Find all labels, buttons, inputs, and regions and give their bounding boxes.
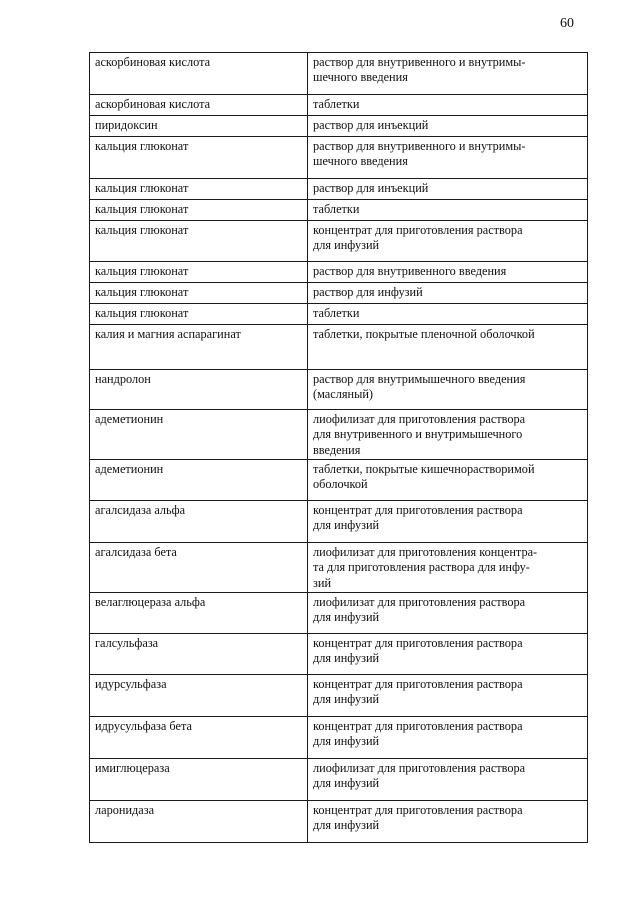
table-row — [90, 200, 588, 221]
drug-name-cell: идурсульфаза — [90, 675, 308, 717]
drug-name-cell: агалсидаза альфа — [90, 501, 308, 543]
drug-table — [89, 52, 588, 843]
dosage-form-cell: лиофилизат для приготовления раствора для инфузий — [308, 759, 588, 801]
dosage-form-cell: раствор для инъекций — [308, 116, 588, 137]
table-row — [90, 543, 588, 593]
table-row — [90, 137, 588, 179]
dosage-form-cell: концентрат для приготовления раствора для инфузий — [308, 221, 588, 262]
dosage-form-cell: лиофилизат для приготовления концентра- та для приготовления раствора для инфу- зий — [308, 543, 588, 593]
table-row — [90, 304, 588, 325]
drug-name-cell: агалсидаза бета — [90, 543, 308, 593]
drug-name-cell: кальция глюконат — [90, 179, 308, 200]
drug-name-cell: адеметионин — [90, 460, 308, 501]
drug-name-cell: кальция глюконат — [90, 200, 308, 221]
dosage-form-cell: лиофилизат для приготовления раствора для внутривенного и внутримышечного введения — [308, 410, 588, 460]
drug-name-cell: пиридоксин — [90, 116, 308, 137]
drug-name-cell: кальция глюконат — [90, 262, 308, 283]
drug-name-cell: кальция глюконат — [90, 283, 308, 304]
drug-name-cell: кальция глюконат — [90, 137, 308, 179]
table-row — [90, 460, 588, 501]
table-row — [90, 501, 588, 543]
drug-name-cell: имиглюцераза — [90, 759, 308, 801]
dosage-form-cell: раствор для инъекций — [308, 179, 588, 200]
drug-name-cell: нандролон — [90, 370, 308, 410]
dosage-form-cell: раствор для внутривенного введения — [308, 262, 588, 283]
dosage-form-cell: концентрат для приготовления раствора для инфузий — [308, 717, 588, 759]
table-row — [90, 179, 588, 200]
dosage-form-cell: концентрат для приготовления раствора для инфузий — [308, 501, 588, 543]
table-row — [90, 717, 588, 759]
table-row — [90, 283, 588, 304]
dosage-form-cell: таблетки — [308, 304, 588, 325]
dosage-form-cell: концентрат для приготовления раствора для инфузий — [308, 675, 588, 717]
drug-name-cell: велаглюцераза альфа — [90, 593, 308, 634]
drug-name-cell: адеметионин — [90, 410, 308, 460]
dosage-form-cell: раствор для инфузий — [308, 283, 588, 304]
dosage-form-cell: раствор для внутримышечного введения (масляный) — [308, 370, 588, 410]
drug-name-cell: аскорбиновая кислота — [90, 95, 308, 116]
table-row — [90, 675, 588, 717]
dosage-form-cell: раствор для внутривенного и внутримы- шечного введения — [308, 53, 588, 95]
table-row — [90, 801, 588, 843]
dosage-form-cell: концентрат для приготовления раствора для инфузий — [308, 634, 588, 675]
table-row — [90, 53, 588, 95]
table-row — [90, 325, 588, 370]
table-row — [90, 634, 588, 675]
table-row — [90, 370, 588, 410]
dosage-form-cell: концентрат для приготовления раствора для инфузий — [308, 801, 588, 843]
table-row — [90, 95, 588, 116]
dosage-form-cell: таблетки, покрытые кишечнорастворимой оболочкой — [308, 460, 588, 501]
drug-name-cell: кальция глюконат — [90, 221, 308, 262]
dosage-form-cell: таблетки — [308, 95, 588, 116]
dosage-form-cell: лиофилизат для приготовления раствора для инфузий — [308, 593, 588, 634]
table-row — [90, 410, 588, 460]
drug-name-cell: ларонидаза — [90, 801, 308, 843]
drug-name-cell: кальция глюконат — [90, 304, 308, 325]
drug-name-cell: калия и магния аспарагинат — [90, 325, 308, 370]
drug-name-cell: идрусульфаза бета — [90, 717, 308, 759]
table-row — [90, 262, 588, 283]
table-row — [90, 116, 588, 137]
table-row — [90, 593, 588, 634]
dosage-form-cell: таблетки — [308, 200, 588, 221]
dosage-form-cell: раствор для внутривенного и внутримы- шечного введения — [308, 137, 588, 179]
table-row — [90, 759, 588, 801]
page-number: 60 — [560, 16, 574, 31]
table-row — [90, 221, 588, 262]
dosage-form-cell: таблетки, покрытые пленочной оболочкой — [308, 325, 588, 370]
drug-name-cell: аскорбиновая кислота — [90, 53, 308, 95]
drug-name-cell: галсульфаза — [90, 634, 308, 675]
